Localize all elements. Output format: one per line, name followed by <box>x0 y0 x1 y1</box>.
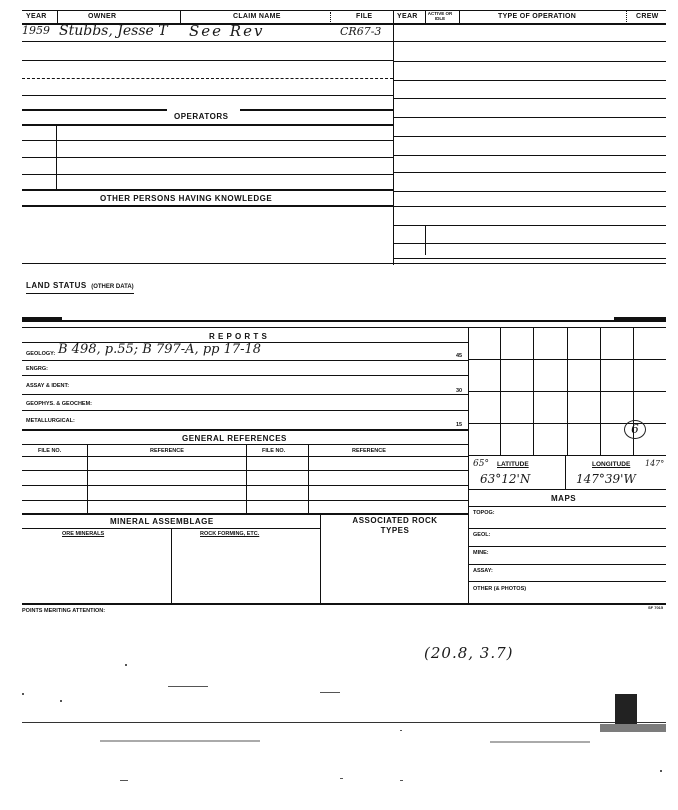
col-year-2: YEAR <box>397 13 418 20</box>
latitude-label: LATITUDE <box>497 461 529 468</box>
maps-topog: TOPOG: <box>473 510 495 516</box>
latitude-value: 63°12'N <box>480 472 531 486</box>
mineral-assemblage-title: MINERAL ASSEMBLAGE <box>110 517 214 526</box>
circled-number: 6 <box>624 420 646 439</box>
col-file: FILE <box>356 13 373 20</box>
associated-rock-types: ASSOCIATED ROCK TYPES <box>352 516 438 535</box>
ore-minerals-col: ORE MINERALS <box>62 531 105 537</box>
report-assay-label: ASSAY & IDENT: <box>26 383 70 389</box>
gr-col-ref-1: REFERENCE <box>150 448 184 454</box>
maps-other-photos: OTHER (& PHOTOS) <box>473 586 527 592</box>
longitude-label: LONGITUDE <box>592 461 631 468</box>
gr-col-file-1: FILE NO. <box>38 448 62 454</box>
col-crew: CREW <box>636 13 659 20</box>
gr-col-file-2: FILE NO. <box>262 448 286 454</box>
lat-prefix: 65° <box>473 459 489 469</box>
maps-mine: MINE: <box>473 550 489 556</box>
maps-assay: ASSAY: <box>473 568 493 574</box>
longitude-value: 147°39'W <box>576 472 636 486</box>
land-status-label: LAND STATUS (OTHER DATA) <box>26 275 134 294</box>
general-references-title: GENERAL REFERENCES <box>182 434 287 443</box>
rock-forming-col: ROCK FORMING, ETC. <box>200 531 260 537</box>
report-geology-value: B 498, p.55; B 797-A, pp 17-18 <box>58 342 262 357</box>
maps-title: MAPS <box>551 494 577 503</box>
report-geology-num: 45 <box>456 353 463 359</box>
entry-file: CR67-3 <box>340 25 382 38</box>
col-active-or-idle: ACTIVE OR IDLE <box>427 11 453 21</box>
report-metallurgical-label: METALLURGICAL: <box>26 418 75 424</box>
operators-heading: OPERATORS <box>174 112 229 121</box>
lon-suffix: 147° <box>645 459 665 468</box>
report-assay-num: 30 <box>456 388 463 394</box>
gr-col-ref-2: REFERENCE <box>352 448 386 454</box>
col-claim-name: CLAIM NAME <box>233 13 281 20</box>
entry-claim-name: See Rev <box>189 22 265 40</box>
other-persons-heading: OTHER PERSONS HAVING KNOWLEDGE <box>100 194 273 203</box>
form-number: SF 7015 <box>648 605 664 610</box>
handwritten-coordinates: (20.8, 3.7) <box>424 644 514 662</box>
report-geology-label: GEOLOGY: <box>26 351 56 357</box>
maps-geol: GEOL: <box>473 532 491 538</box>
report-metallurgical-num: 15 <box>456 422 463 428</box>
points-meriting-attention: POINTS MERITING ATTENTION: <box>22 608 106 614</box>
reports-title: R E P O R T S <box>209 332 268 341</box>
entry-year: 1959 <box>22 24 50 37</box>
report-engrg-label: ENGRG: <box>26 366 48 372</box>
col-type-of-operation: TYPE OF OPERATION <box>498 13 577 20</box>
col-year: YEAR <box>26 13 47 20</box>
entry-owner: Stubbs, Jesse T <box>59 23 168 39</box>
col-owner: OWNER <box>88 13 117 20</box>
report-geophys-label: GEOPHYS. & GEOCHEM: <box>26 401 93 407</box>
